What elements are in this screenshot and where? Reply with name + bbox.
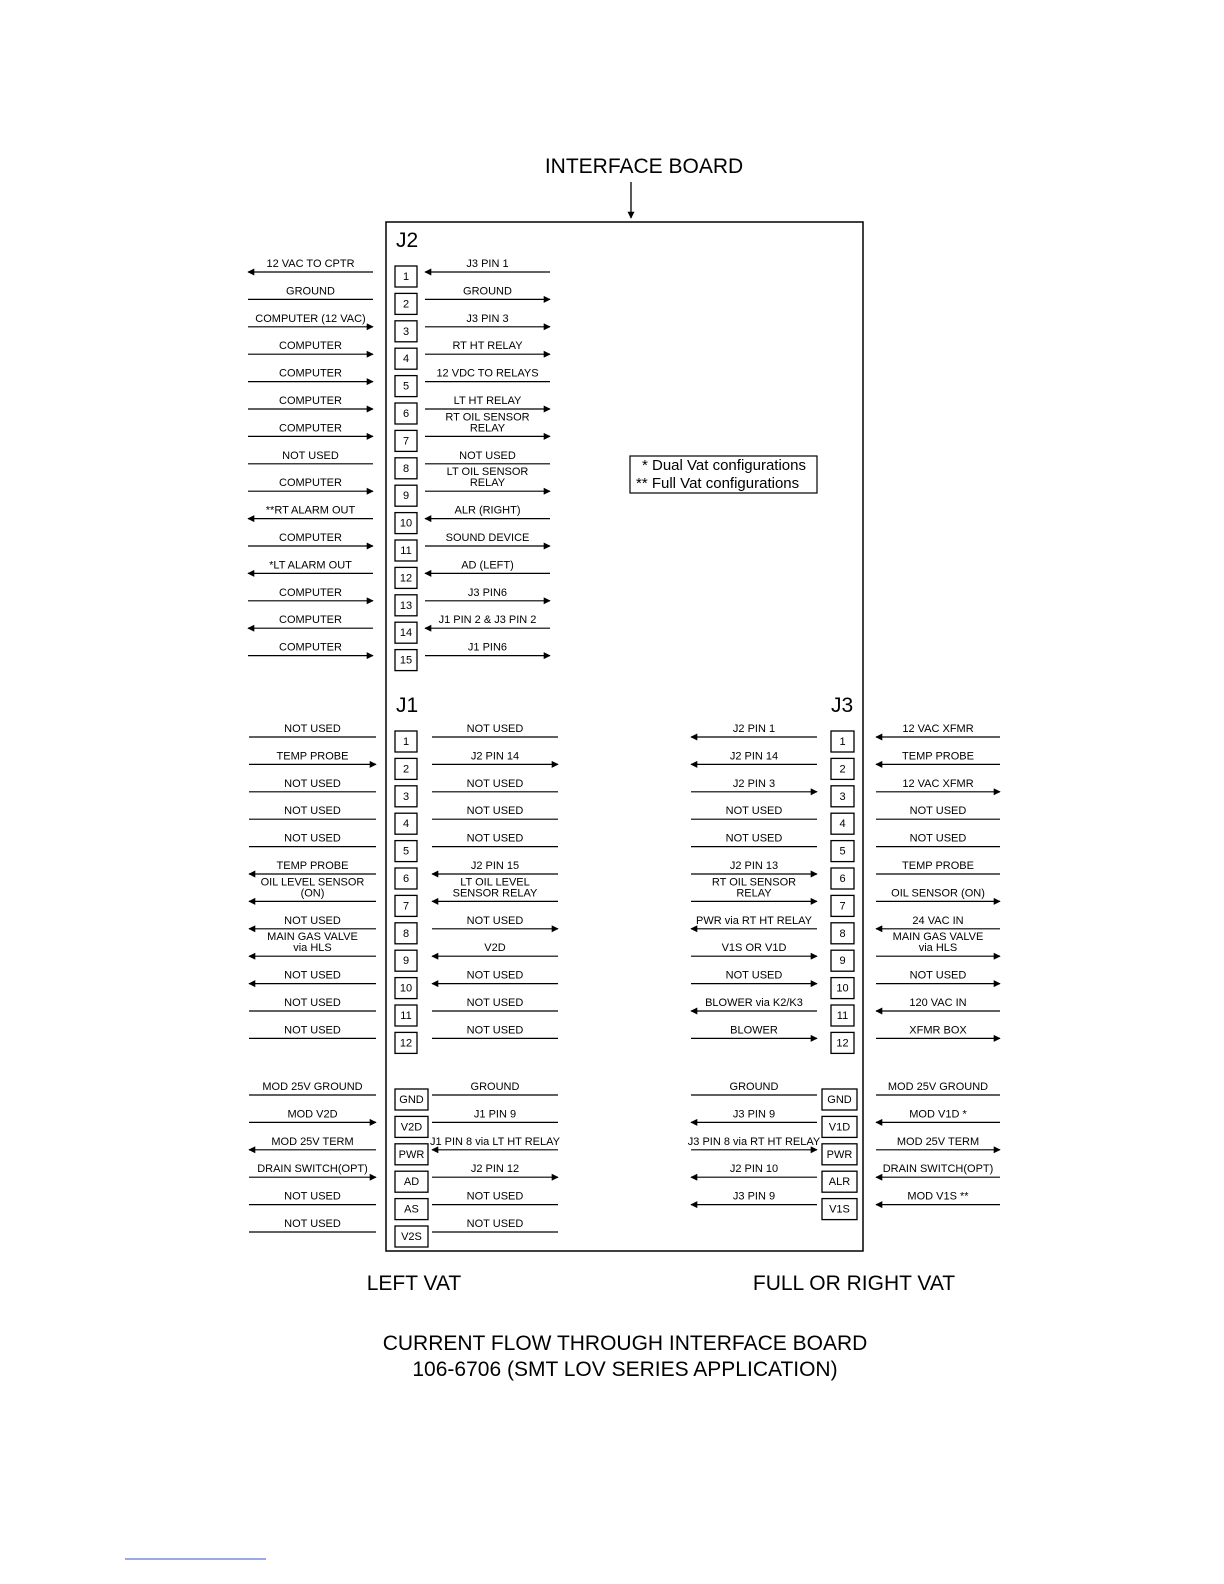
j3-row-4-inner-label: NOT USED: [725, 805, 783, 818]
j1-row-10-outer-label: NOT USED: [284, 969, 341, 982]
j1-row-12-inner-label: NOT USED: [466, 1024, 524, 1037]
j2-row-12-pin-number: 12: [399, 572, 413, 585]
left_terminals-row-v2d-inner-label: J1 PIN 9: [473, 1108, 517, 1121]
j2-row-3-pin-number: 3: [402, 325, 410, 338]
j1-row-2-pin-number: 2: [402, 763, 410, 776]
j2-row-6-pin-number: 6: [402, 408, 410, 420]
right_terminals-row-pwr-inner-label: J3 PIN 8 via RT HT RELAY: [687, 1135, 821, 1148]
j3-row-7-pin-number: 7: [839, 900, 846, 913]
j3-row-1-inner-label: J2 PIN 1: [732, 723, 776, 735]
j3-row-11-pin-number: 11: [836, 1010, 849, 1022]
j3-row-8-inner-label: PWR via RT HT RELAY: [696, 914, 812, 927]
j1-row-3-inner-label: NOT USED: [466, 777, 524, 790]
j1-row-11-outer-label: NOT USED: [284, 997, 341, 1009]
j2-row-2-outer-label: GROUND: [286, 285, 335, 298]
j2-row-15-pin-number: 15: [399, 654, 413, 667]
j1-row-1-inner-label: NOT USED: [466, 723, 524, 735]
j1-row-7-pin-number: 7: [402, 900, 410, 913]
j2-row-7-outer-label: COMPUTER: [279, 422, 342, 435]
j2-row-14-inner-label: J1 PIN 2 & J3 PIN 2: [438, 614, 537, 627]
j1-row-1-pin-number: 1: [402, 736, 410, 748]
j1-row-6-inner-label: J2 PIN 15: [470, 860, 520, 872]
connector-j2-label: J2: [396, 229, 419, 252]
j2-row-1-outer-label: 12 VAC TO CPTR: [266, 258, 355, 270]
right_terminals-row-gnd-inner-label: GROUND: [729, 1081, 779, 1093]
right-vat-label: FULL OR RIGHT VAT: [752, 1272, 956, 1295]
right_terminals-row-v1d-pin-number: V1D: [828, 1121, 851, 1134]
j1-row-3-pin-number: 3: [402, 790, 410, 803]
j2-row-1-pin-number: 1: [402, 271, 410, 283]
j3-row-8-outer-label: 24 VAC IN: [912, 914, 964, 927]
j2-row-10-pin-number: 10: [399, 517, 413, 530]
j2-row-14-outer-label: COMPUTER: [279, 614, 342, 627]
right_terminals-row-v1s-inner-label: J3 PIN 9: [732, 1190, 776, 1203]
left_terminals-row-as-outer-label: NOT USED: [284, 1190, 341, 1203]
diagram-title: INTERFACE BOARD: [544, 155, 744, 178]
left_terminals-row-v2s-pin-number: V2S: [401, 1231, 422, 1243]
j2-row-7-pin-number: 7: [402, 435, 410, 448]
left_terminals-row-pwr-inner-label: J1 PIN 8 via LT HT RELAY: [429, 1135, 561, 1148]
j2-row-10-outer-label: **RT ALARM OUT: [265, 504, 356, 517]
caption-line-2: 106-6706 (SMT LOV SERIES APPLICATION): [412, 1358, 838, 1381]
j1-row-6-outer-label: TEMP PROBE: [276, 860, 349, 872]
left_terminals-row-pwr-outer-label: MOD 25V TERM: [271, 1135, 354, 1148]
j2-row-4-pin-number: 4: [402, 353, 410, 366]
j1-row-8-pin-number: 8: [402, 927, 410, 940]
j3-row-11-outer-label: 120 VAC IN: [909, 997, 967, 1009]
j1-row-7-outer-label-line-1: OIL LEVEL SENSOR: [260, 876, 365, 889]
j2-row-4-inner-label: RT HT RELAY: [452, 340, 523, 353]
j2-row-2-inner-label: GROUND: [463, 285, 512, 298]
j2-row-3-outer-label: COMPUTER (12 VAC): [255, 312, 366, 325]
j2-row-3-inner-label: J3 PIN 3: [466, 312, 509, 325]
j3-row-7-inner-label-line-1: RT OIL SENSOR: [711, 876, 797, 889]
connector-j1-label: J1: [396, 694, 419, 717]
j1-row-7-inner-label-line-1: LT OIL LEVEL: [460, 876, 530, 889]
j1-row-9-pin-number: 9: [402, 955, 410, 968]
right_terminals-row-v1d-inner-label: J3 PIN 9: [732, 1108, 776, 1121]
j3-row-9-outer-label-line-1: MAIN GAS VALVE: [892, 931, 984, 944]
j2-row-11-inner-label: SOUND DEVICE: [445, 532, 530, 544]
j2-row-13-outer-label: COMPUTER: [279, 586, 342, 599]
j3-row-12-inner-label: BLOWER: [730, 1024, 778, 1037]
j2-row-5-pin-number: 5: [402, 380, 410, 393]
j2-row-12-inner-label: AD (LEFT): [461, 559, 514, 572]
j3-row-1-outer-label: 12 VAC XFMR: [902, 723, 974, 735]
j1-row-3-outer-label: NOT USED: [284, 777, 341, 790]
right_terminals-row-gnd-outer-label: MOD 25V GROUND: [887, 1081, 989, 1093]
j3-row-8-pin-number: 8: [839, 927, 846, 940]
j2-row-12-outer-label: *LT ALARM OUT: [269, 559, 352, 572]
j2-row-13-pin-number: 13: [399, 599, 413, 612]
j2-row-8-outer-label: NOT USED: [282, 449, 339, 462]
j2-row-2-pin-number: 2: [402, 298, 410, 311]
j1-row-6-pin-number: 6: [402, 873, 410, 885]
j2-row-11-outer-label: COMPUTER: [279, 532, 342, 544]
j3-row-2-pin-number: 2: [839, 763, 846, 776]
j3-row-9-outer-label-line-2: via HLS: [918, 942, 958, 955]
j3-row-7-outer-label: OIL SENSOR (ON): [891, 887, 985, 900]
j1-row-4-outer-label: NOT USED: [284, 805, 341, 818]
right_terminals-row-pwr-outer-label: MOD 25V TERM: [896, 1135, 980, 1148]
j1-row-9-outer-label-line-1: MAIN GAS VALVE: [267, 931, 358, 944]
j2-row-15-outer-label: COMPUTER: [279, 641, 342, 654]
right_terminals-row-alr-pin-number: ALR: [828, 1176, 851, 1189]
right_terminals-row-alr-outer-label: DRAIN SWITCH(OPT): [882, 1163, 994, 1176]
j2-row-1-inner-label: J3 PIN 1: [466, 258, 509, 270]
left-vat-label: LEFT VAT: [366, 1272, 462, 1295]
j2-row-13-inner-label: J3 PIN6: [467, 586, 508, 599]
caption-line-1: CURRENT FLOW THROUGH INTERFACE BOARD: [382, 1332, 868, 1355]
j1-row-12-pin-number: 12: [399, 1037, 413, 1050]
connector-j3-label: J3: [831, 694, 854, 717]
j3-row-9-pin-number: 9: [839, 955, 846, 968]
left_terminals-row-ad-pin-number: AD: [403, 1176, 420, 1189]
j1-row-8-inner-label: NOT USED: [466, 914, 524, 927]
j2-row-6-outer-label: COMPUTER: [279, 395, 342, 407]
j3-row-1-pin-number: 1: [839, 736, 846, 748]
j3-row-3-inner-label: J2 PIN 3: [732, 777, 776, 790]
left_terminals-row-v2d-outer-label: MOD V2D: [287, 1108, 338, 1121]
j3-row-10-outer-label: NOT USED: [909, 969, 967, 982]
j2-row-5-outer-label: COMPUTER: [279, 367, 342, 380]
j3-row-6-inner-label: J2 PIN 13: [729, 860, 779, 872]
left_terminals-row-v2s-outer-label: NOT USED: [284, 1218, 341, 1230]
j3-row-10-pin-number: 10: [836, 982, 849, 995]
j2-row-9-inner-label-line-1: LT OIL SENSOR: [446, 466, 529, 479]
note-full-vat: ** Full Vat configurations: [636, 475, 800, 492]
right_terminals-row-pwr-pin-number: PWR: [826, 1148, 853, 1161]
j3-row-5-pin-number: 5: [839, 845, 846, 858]
j3-row-11-inner-label: BLOWER via K2/K3: [705, 997, 803, 1009]
left_terminals-row-ad-inner-label: J2 PIN 12: [470, 1163, 520, 1176]
note-dual-vat: * Dual Vat configurations: [642, 457, 806, 474]
j3-row-6-outer-label: TEMP PROBE: [902, 860, 974, 872]
j2-row-9-outer-label: COMPUTER: [279, 477, 342, 490]
j3-row-4-pin-number: 4: [839, 818, 846, 831]
left_terminals-row-v2s-inner-label: NOT USED: [466, 1218, 524, 1230]
j1-row-9-outer-label-line-2: via HLS: [293, 942, 332, 955]
j3-row-12-outer-label: XFMR BOX: [909, 1024, 967, 1037]
left_terminals-row-v2d-pin-number: V2D: [400, 1121, 423, 1134]
j1-row-2-inner-label: J2 PIN 14: [470, 750, 520, 763]
left_terminals-row-ad-outer-label: DRAIN SWITCH(OPT): [257, 1163, 368, 1176]
j2-row-9-pin-number: 9: [402, 490, 410, 503]
j2-row-7-inner-label-line-1: RT OIL SENSOR: [445, 411, 530, 424]
j3-row-7-inner-label-line-2: RELAY: [736, 887, 772, 900]
j3-row-5-outer-label: NOT USED: [909, 832, 967, 845]
j3-row-3-pin-number: 3: [839, 790, 846, 803]
right_terminals-row-v1s-pin-number: V1S: [829, 1203, 850, 1216]
j1-row-11-inner-label: NOT USED: [466, 997, 524, 1009]
j1-row-7-inner-label-line-2: SENSOR RELAY: [452, 887, 538, 900]
j2-row-4-outer-label: COMPUTER: [279, 340, 342, 353]
j1-row-1-outer-label: NOT USED: [284, 723, 341, 735]
right_terminals-row-v1d-outer-label: MOD V1D *: [909, 1108, 967, 1121]
j2-row-11-pin-number: 11: [400, 545, 412, 557]
j3-row-10-inner-label: NOT USED: [725, 969, 783, 982]
j1-row-4-pin-number: 4: [402, 818, 410, 831]
j3-row-2-outer-label: TEMP PROBE: [902, 750, 974, 763]
j3-row-3-outer-label: 12 VAC XFMR: [902, 777, 974, 790]
j2-row-8-inner-label: NOT USED: [459, 449, 516, 462]
j3-row-9-inner-label: V1S OR V1D: [721, 942, 787, 955]
j1-row-5-inner-label: NOT USED: [466, 832, 524, 845]
j1-row-11-pin-number: 11: [400, 1010, 412, 1022]
j1-row-5-outer-label: NOT USED: [284, 832, 341, 845]
j1-row-2-outer-label: TEMP PROBE: [276, 750, 349, 763]
j2-row-7-inner-label-line-2: RELAY: [469, 422, 506, 435]
j1-row-9-inner-label: V2D: [484, 942, 506, 955]
j3-row-12-pin-number: 12: [836, 1037, 849, 1050]
j2-row-15-inner-label: J1 PIN6: [467, 641, 508, 654]
left_terminals-row-as-inner-label: NOT USED: [466, 1190, 524, 1203]
j1-row-4-inner-label: NOT USED: [466, 805, 524, 818]
right_terminals-row-v1s-outer-label: MOD V1S **: [907, 1190, 969, 1203]
j2-row-10-inner-label: ALR (RIGHT): [454, 504, 521, 517]
left_terminals-row-as-pin-number: AS: [404, 1203, 419, 1216]
j1-row-12-outer-label: NOT USED: [284, 1024, 341, 1037]
right_terminals-row-gnd-pin-number: GND: [827, 1094, 852, 1106]
left_terminals-row-gnd-inner-label: GROUND: [470, 1081, 520, 1093]
right_terminals-row-alr-inner-label: J2 PIN 10: [729, 1163, 779, 1176]
j2-row-5-inner-label: 12 VDC TO RELAYS: [436, 367, 539, 380]
j3-row-2-inner-label: J2 PIN 14: [729, 750, 779, 763]
j2-row-8-pin-number: 8: [402, 462, 410, 475]
j3-row-5-inner-label: NOT USED: [725, 832, 783, 845]
left_terminals-row-gnd-pin-number: GND: [399, 1094, 424, 1106]
j1-row-8-outer-label: NOT USED: [284, 914, 341, 927]
j3-row-6-pin-number: 6: [839, 873, 846, 885]
j2-row-14-pin-number: 14: [399, 627, 413, 640]
j1-row-5-pin-number: 5: [402, 845, 410, 858]
j3-row-4-outer-label: NOT USED: [909, 805, 967, 818]
j1-row-10-pin-number: 10: [399, 982, 413, 995]
j2-row-9-inner-label-line-2: RELAY: [469, 477, 506, 490]
left_terminals-row-gnd-outer-label: MOD 25V GROUND: [262, 1081, 363, 1093]
j1-row-7-outer-label-line-2: (ON): [300, 887, 325, 900]
connector-rows: [248, 258, 1000, 1247]
left_terminals-row-pwr-pin-number: PWR: [398, 1148, 425, 1161]
j1-row-10-inner-label: NOT USED: [466, 969, 524, 982]
j2-row-6-inner-label: LT HT RELAY: [453, 395, 522, 407]
